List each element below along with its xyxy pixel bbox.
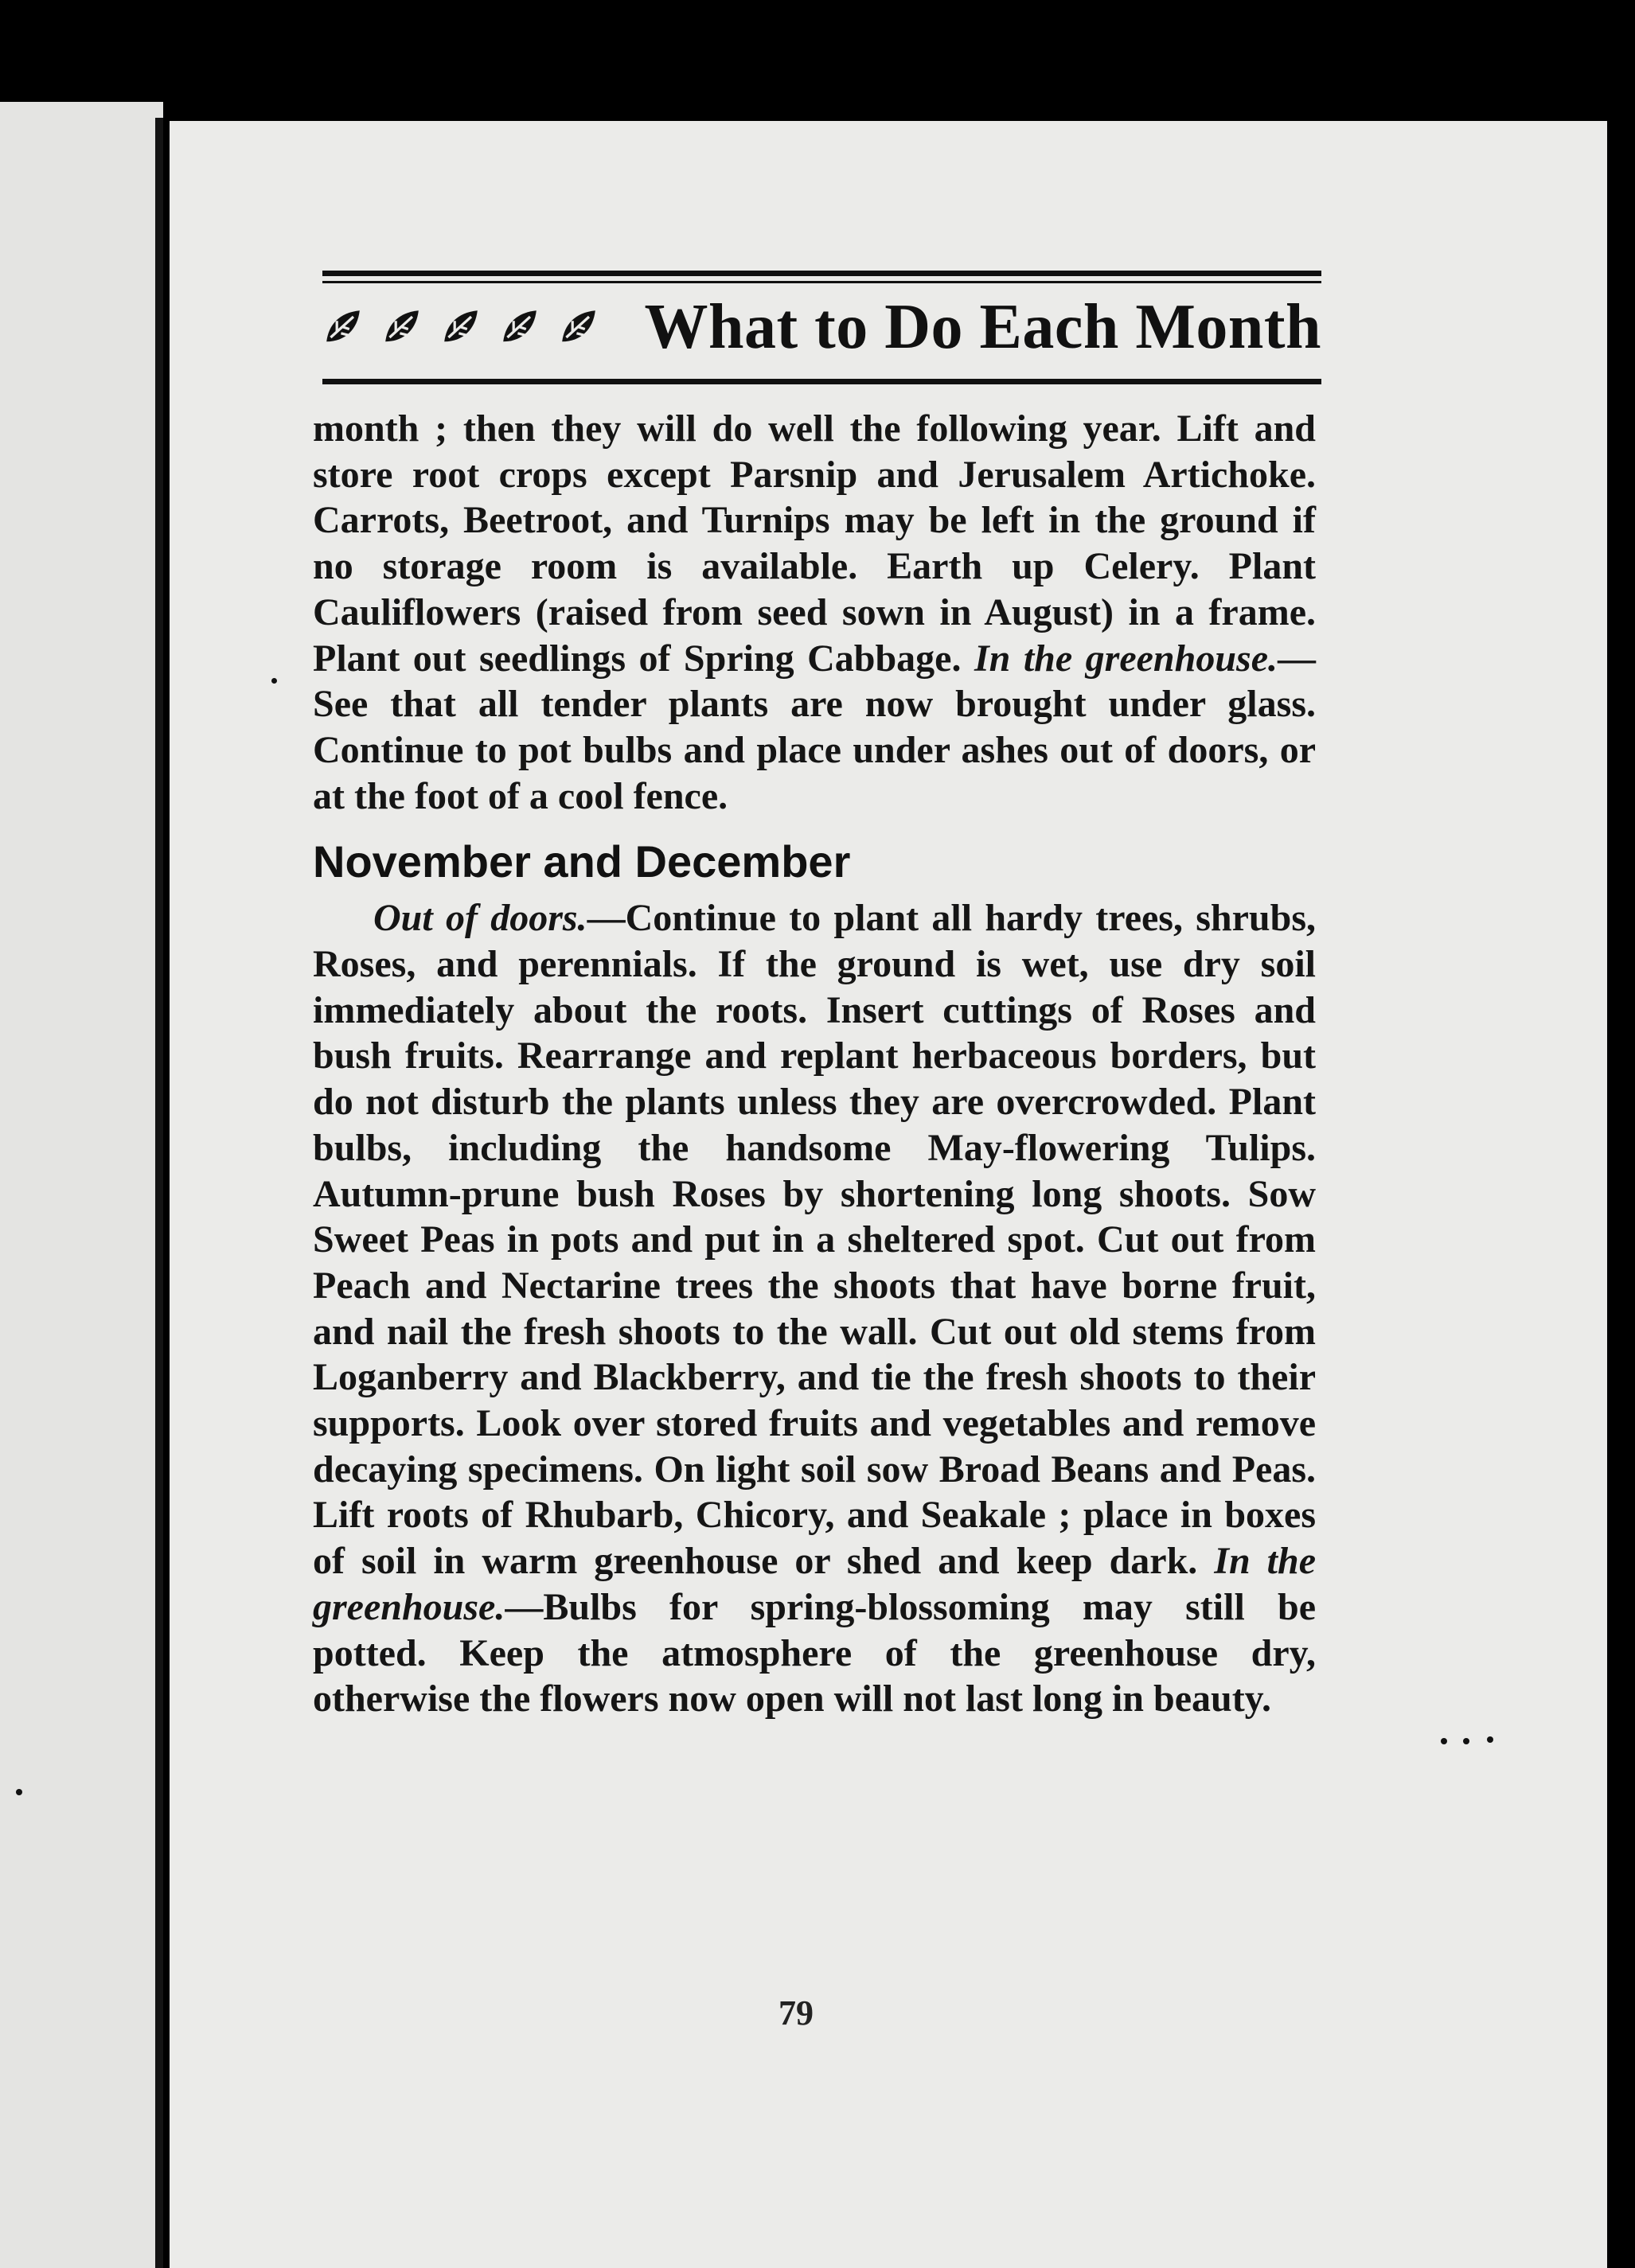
outdoors-label: Out of doors. xyxy=(373,897,587,940)
leaf-ornament-icon xyxy=(440,306,482,348)
greenhouse-label: In the greenhouse. xyxy=(974,637,1278,680)
spine-line xyxy=(155,118,163,2268)
greenhouse-text: —Bulbs for spring-blossoming may still be potted. Keep the atmosphere of the greenhouse dry, otherwise the flowers now open will not last long in beauty. xyxy=(313,1585,1316,1720)
leaf-ornament-icon xyxy=(558,306,599,348)
continuation-text: month ; then they will do well the following year. Lift and store root crops except Parsnip and Jerusalem Artichoke. Carrots, Beetroot, and Turnips may be left in the ground if no storage room is available. Earth up Celery. Plant Cauliflowers (raised from seed sown in August) in a frame. Plant out seedlings of Spring Cabbage. xyxy=(313,407,1316,680)
header-rule-top xyxy=(322,271,1321,276)
leaf-ornament-icon xyxy=(381,306,423,348)
dust-speck xyxy=(1487,1736,1493,1743)
left-page-edge xyxy=(0,102,163,2268)
leaf-ornaments xyxy=(322,306,599,348)
running-header xyxy=(322,283,1321,371)
november-december-paragraph xyxy=(313,895,1316,1722)
page-number: 79 xyxy=(778,1993,814,2032)
dust-speck xyxy=(1463,1738,1469,1744)
leaf-ornament-icon xyxy=(499,306,540,348)
continuation-paragraph xyxy=(313,406,1316,819)
header-rule-bottom xyxy=(322,379,1321,384)
dust-speck xyxy=(1441,1738,1447,1744)
section-heading: November and December xyxy=(313,836,851,887)
leaf-ornament-icon xyxy=(322,306,364,348)
body-text xyxy=(313,406,1316,1722)
greenhouse-label: In the greenhouse. xyxy=(313,1540,1317,1628)
dust-speck xyxy=(16,1789,22,1795)
running-title: What to Do Each Month xyxy=(644,291,1321,362)
greenhouse-text: —See that all tender plants are now brought under glass. Continue to pot bulbs and place under ashes out of doors, or at the foot of a cool fence. xyxy=(313,637,1317,817)
dust-speck xyxy=(271,678,277,684)
outdoors-text: —Continue to plant all hardy trees, shrubs, Roses, and perennials. If the ground is wet, use dry soil immediately about the roots. Insert cuttings of Roses and bush fruits. Rearrange and replant herbaceous borders, but do not disturb the plants unless they are overcrowded. Plant bulbs, including the handsome May-flowering Tulips. Autumn-prune bush Roses by shortening long shoots. Sow Sweet Peas in pots and put in a sheltered spot. Cut out from Peach and Nectarine trees the shoots that have borne fruit, and nail the fresh shoots to the wall. Cut out old stems from Loganberry and Blackberry, and tie the fresh shoots to their supports. Look over stored fruits and vegetables and remove decaying specimens. On light soil sow Broad Beans and Peas. Lift roots of Rhubarb, Chicory, and Seakale ; place in boxes of soil in warm greenhouse or shed and keep dark. xyxy=(313,897,1316,1583)
